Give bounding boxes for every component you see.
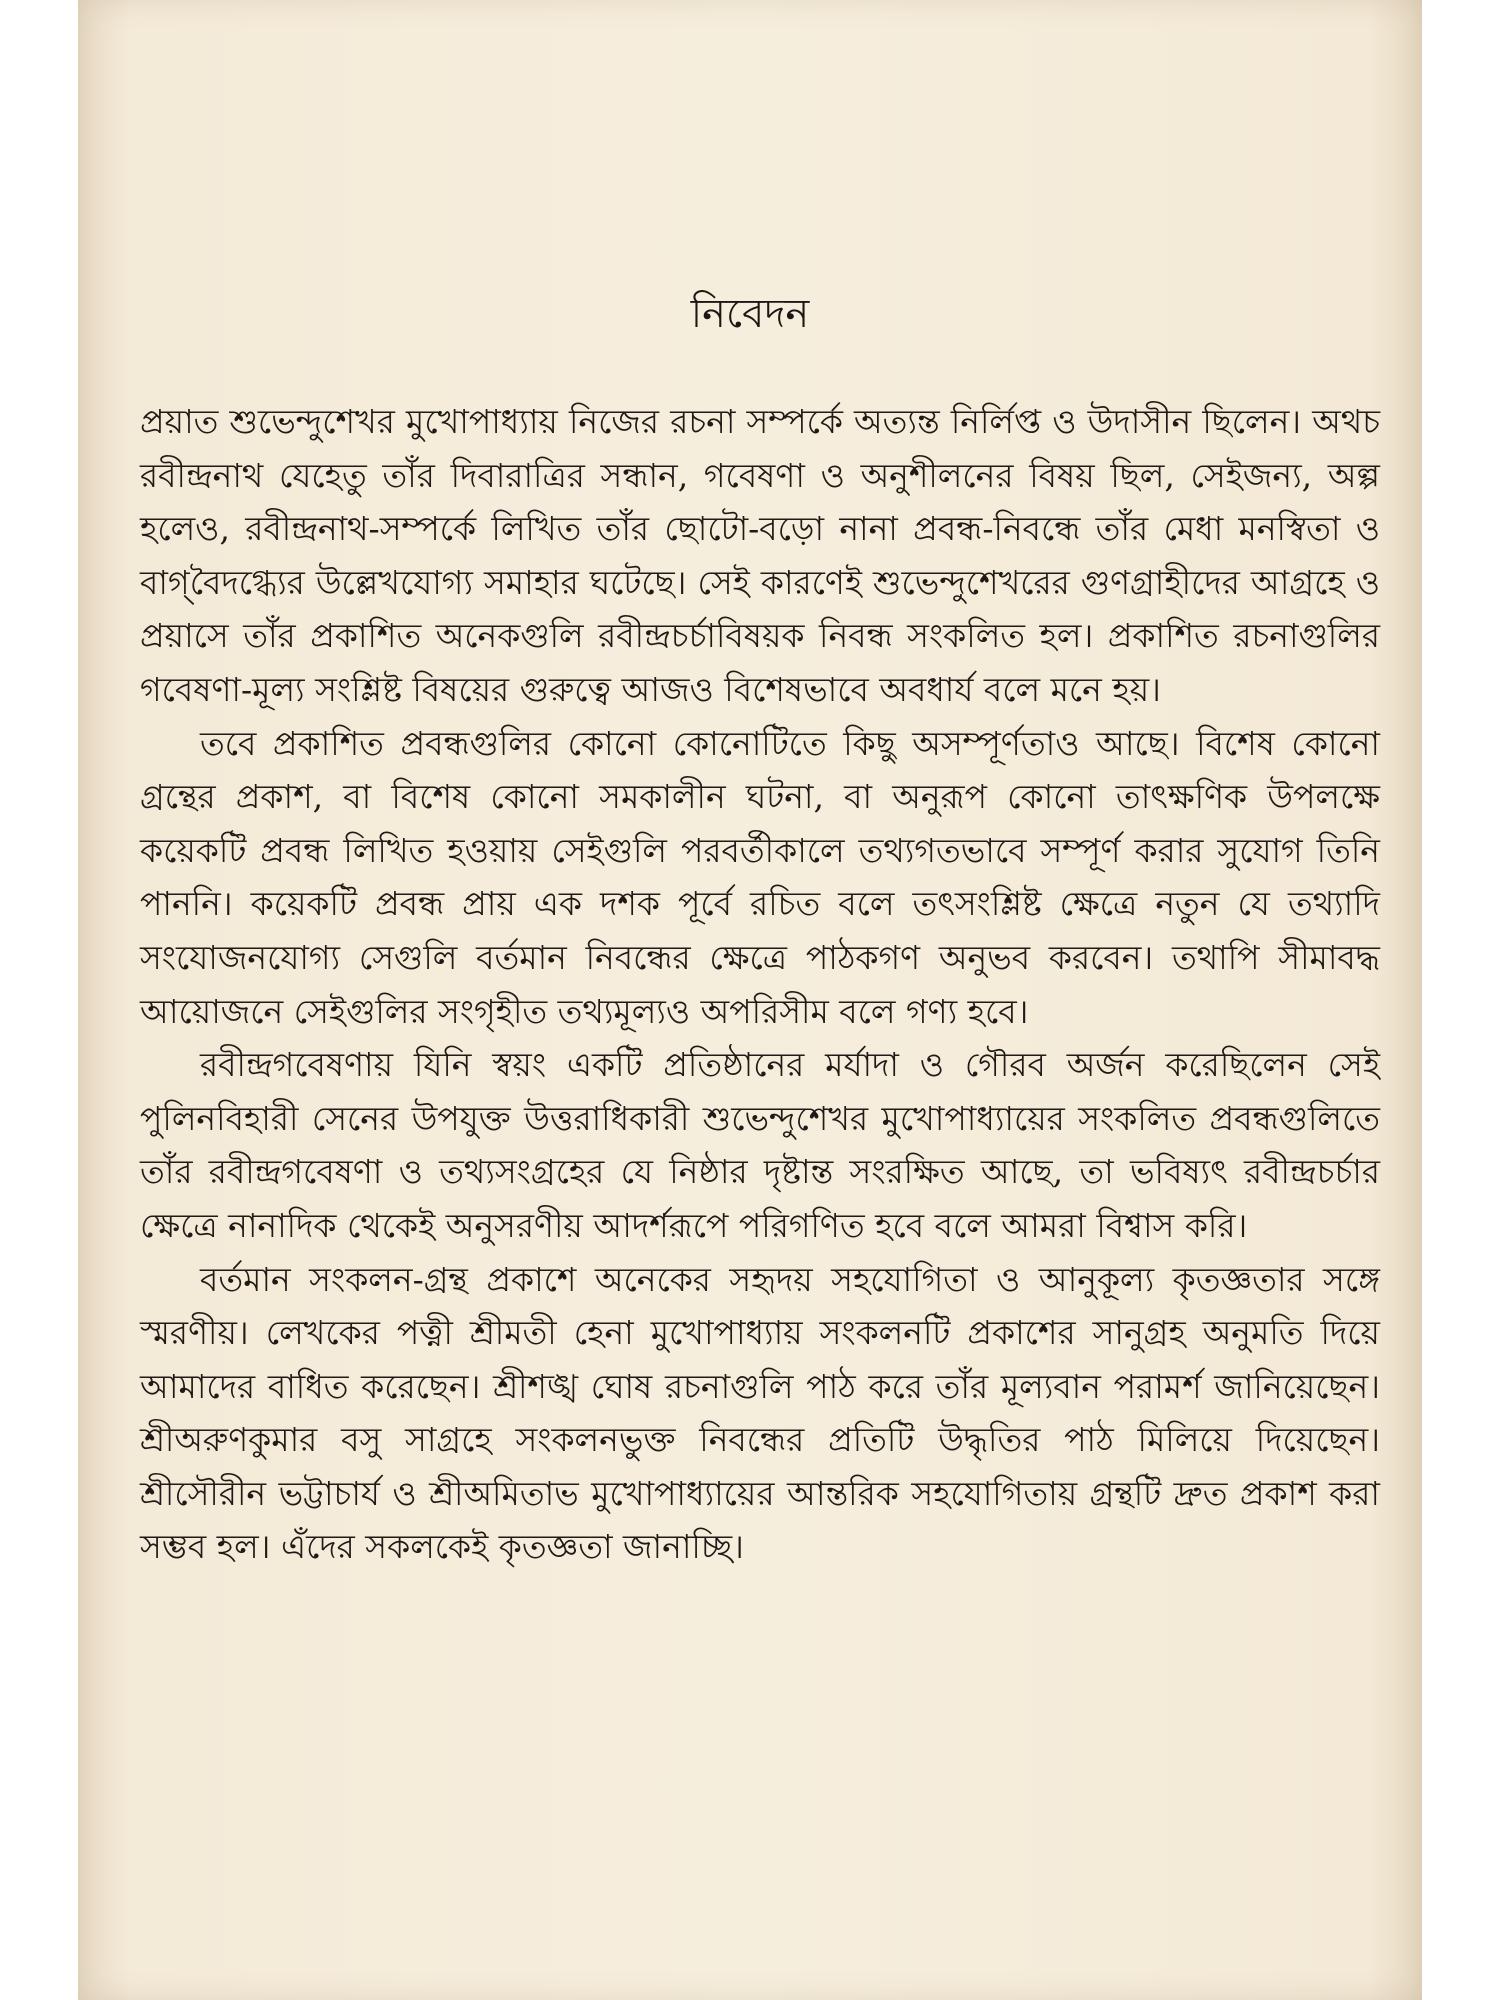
- preface-body: [140, 395, 1380, 1574]
- paragraph-3: রবীন্দ্রগবেষণায় যিনি স্বয়ং একটি প্রতিষ্ঠানের মর্যাদা ও গৌরব অর্জন করেছিলেন সেই পুলিনবিহারী সেনের উপযুক্ত উত্তরাধিকারী শুভেন্দুশেখর মুখোপাধ্যায়ের সংকলিত প্রবন্ধগুলিতে তাঁর রবীন্দ্রগবেষণা ও তথ্যসংগ্রহের যে নিষ্ঠার দৃষ্টান্ত সংরক্ষিত আছে, তা ভবিষ্যৎ রবীন্দ্রচর্চার ক্ষেত্রে নানাদিক থেকেই অনুসরণীয় আদর্শরূপে পরিগণিত হবে বলে আমরা বিশ্বাস করি।: [140, 1045, 1380, 1245]
- paragraph-2: তবে প্রকাশিত প্রবন্ধগুলির কোনো কোনোটিতে কিছু অসম্পূর্ণতাও আছে। বিশেষ কোনো গ্রন্থের প্রকাশ, বা বিশেষ কোনো সমকালীন ঘটনা, বা অনুরূপ কোনো তাৎক্ষণিক উপলক্ষে কয়েকটি প্রবন্ধ লিখিত হওয়ায় সেইগুলি পরবর্তীকালে তথ্যগতভাবে সম্পূর্ণ করার সুযোগ তিনি পাননি। কয়েকটি প্রবন্ধ প্রায় এক দশক পূর্বে রচিত বলে তৎসংশ্লিষ্ট ক্ষেত্রে নতুন যে তথ্যাদি সংযোজনযোগ্য সেগুলি বর্তমান নিবন্ধের ক্ষেত্রে পাঠকগণ অনুভব করবেন। তথাপি সীমাবদ্ধ আয়োজনে সেইগুলির সংগৃহীত তথ্যমূল্যও অপরিসীম বলে গণ্য হবে।: [140, 723, 1380, 1031]
- page-title: নিবেদন: [690, 291, 810, 337]
- paragraph-4: বর্তমান সংকলন-গ্রন্থ প্রকাশে অনেকের সহৃদয় সহযোগিতা ও আনুকূল্য কৃতজ্ঞতার সঙ্গে স্মরণীয়। লেখকের পত্নী শ্রীমতী হেনা মুখোপাধ্যায় সংকলনটি প্রকাশের সানুগ্রহ অনুমতি দিয়ে আমাদের বাধিত করেছেন। শ্রীশঙ্খ ঘোষ রচনাগুলি পাঠ করে তাঁর মূল্যবান পরামর্শ জানিয়েছেন। শ্রীঅরুণকুমার বসু সাগ্রহে সংকলনভুক্ত নিবন্ধের প্রতিটি উদ্ধৃতির পাঠ মিলিয়ে দিয়েছেন। শ্রীসৌরীন ভট্টাচার্য ও শ্রীঅমিতাভ মুখোপাধ্যায়ের আন্তরিক সহযোগিতায় গ্রন্থটি দ্রুত প্রকাশ করা সম্ভব হল। এঁদের সকলকেই কৃতজ্ঞতা জানাচ্ছি।: [140, 1259, 1380, 1567]
- paragraph-1: প্রয়াত শুভেন্দুশেখর মুখোপাধ্যায় নিজের রচনা সম্পর্কে অত্যন্ত নির্লিপ্ত ও উদাসীন ছিলেন। অথচ রবীন্দ্রনাথ যেহেতু তাঁর দিবারাত্রির সন্ধান, গবেষণা ও অনুশীলনের বিষয় ছিল, সেইজন্য, অল্প হলেও, রবীন্দ্রনাথ-সম্পর্কে লিখিত তাঁর ছোটো-বড়ো নানা প্রবন্ধ-নিবন্ধে তাঁর মেধা মনস্বিতা ও বাগ্‌বৈদগ্ধ্যের উল্লেখযোগ্য সমাহার ঘটেছে। সেই কারণেই শুভেন্দুশেখরের গুণগ্রাহীদের আগ্রহে ও প্রয়াসে তাঁর প্রকাশিত অনেকগুলি রবীন্দ্রচর্চাবিষয়ক নিবন্ধ সংকলিত হল। প্রকাশিত রচনাগুলির গবেষণা-মূল্য সংশ্লিষ্ট বিষয়ের গুরুত্বে আজও বিশেষভাবে অবধার্য বলে মনে হয়।: [140, 402, 1380, 709]
